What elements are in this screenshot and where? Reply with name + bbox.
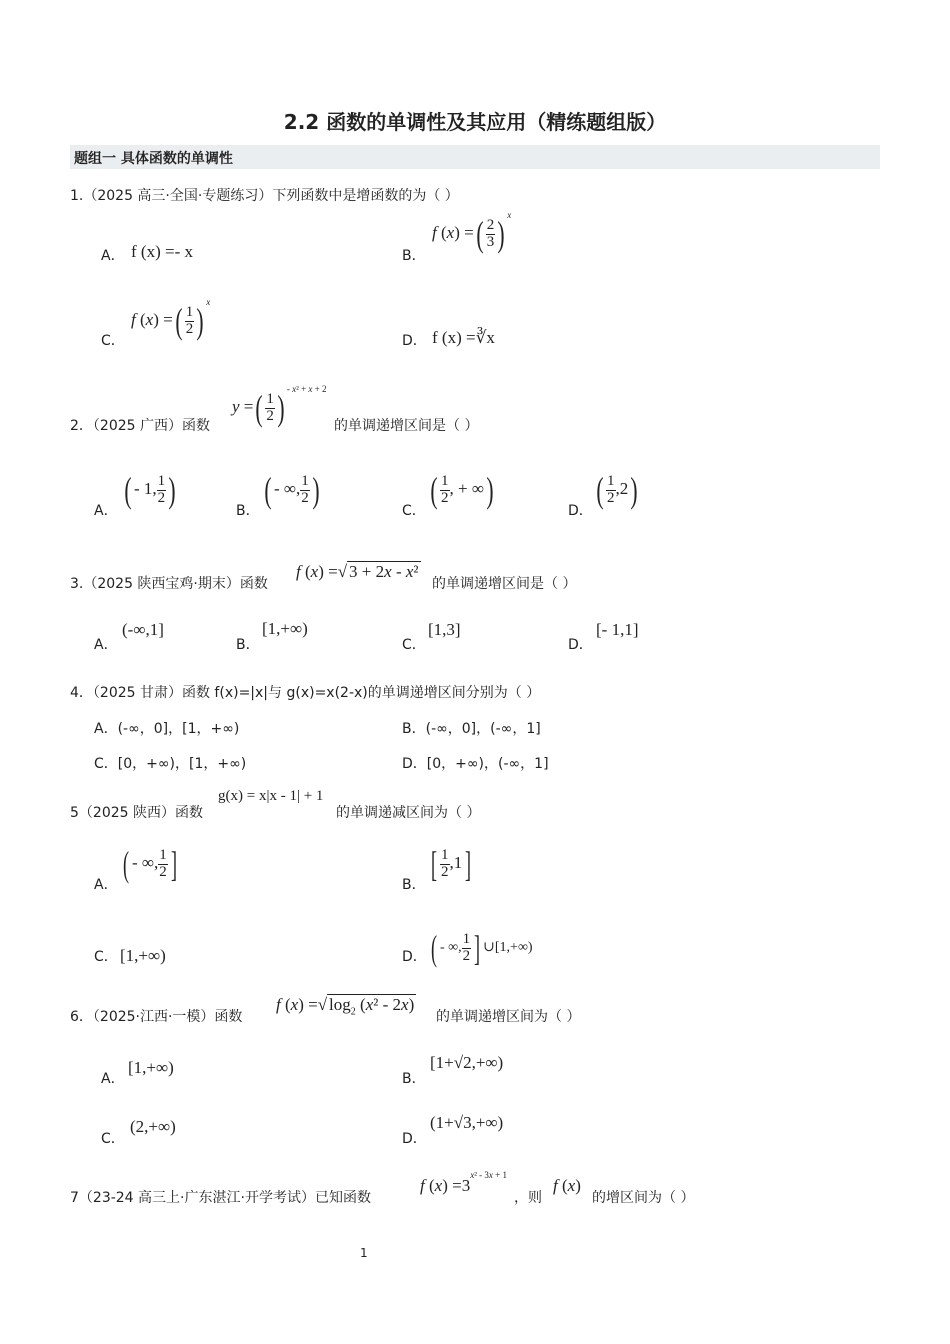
q5-option-a-label: A． [94,877,118,893]
q6-option-a-label: A． [101,1071,125,1087]
q4-option-a: A．(-∞，0]，[1，+∞) [94,721,240,737]
q3-option-b-label: B． [236,637,260,653]
section-title: 题组一 具体函数的单调性 [74,151,233,167]
question-7-suffix: 的增区间为（ ） [592,1190,695,1206]
q2-option-b-label: B． [236,503,260,519]
q1-option-a-label: A． [101,248,125,264]
q4-option-b: B．(-∞，0]，(-∞，1] [402,721,541,737]
question-7-prefix: 7（23-24 高三上·广东湛江·开学考试）已知函数 [70,1190,371,1206]
q1-option-d-expr: f (x) =∛x [432,328,495,347]
q5-option-b-expr: [ $\frac{1}{2}$ ,1] [431,844,472,884]
q5-option-c-label: C． [94,949,118,965]
question-5-prefix: 5（2025 陕西）函数 [70,805,203,821]
q4-option-d: D．[0，+∞)，(-∞，1] [402,756,549,772]
question-1-stem: 1.（2025 高三·全国·专题练习）下列函数中是增函数的为（ ） [70,188,459,204]
q5-option-c-expr: [1,+∞) [120,946,166,965]
q1-option-a-expr: f (x) =- x [131,242,193,261]
question-6-prefix: 6．（2025·江西·一模）函数 [70,1009,243,1025]
q6-function-expr: f (x) =√ $\log_2 (x^2 - 2x)$ [276,995,415,1018]
q6-option-c-expr: (2,+∞) [130,1117,176,1136]
q1-option-d-label: D． [402,333,427,349]
q4-option-c: C．[0，+∞)，[1，+∞) [94,756,247,772]
q3-option-a-label: A． [94,637,118,653]
question-6-suffix: 的单调递增区间为（ ） [436,1009,581,1025]
question-2-prefix: 2．（2025 广西）函数 [70,418,210,434]
q3-option-c-label: C． [402,637,426,653]
question-7-mid: ，则 [514,1190,542,1206]
q2-option-b-expr: ( - ∞, $\frac{1}{2}$ ) [264,470,320,510]
q2-option-c-label: C． [402,503,426,519]
q3-function-expr: f (x) =√ 3 + 2x - x² [296,562,419,581]
question-3-prefix: 3.（2025 陕西宝鸡·期末）函数 [70,576,268,592]
q1-option-c-label: C． [101,333,125,349]
q5-option-d-label: D． [402,949,427,965]
q5-option-a-expr: ( - ∞, $\frac{1}{2}$ ] [123,844,177,884]
q6-option-d-expr: (1+√3,+∞) [430,1113,504,1132]
q5-function-expr: g(x) = x|x - 1| + 1 [218,788,324,804]
question-4-stem: 4．（2025 甘肃）函数 f(x)=|x|与 g(x)=x(2-x)的单调递增区间分别为（ ） [70,685,541,701]
q3-option-b-expr: [1,+∞) [262,619,308,638]
q2-option-d-expr: ( $\frac{1}{2}$ ,2) [596,470,638,510]
q3-option-c-expr: [1,3] [428,620,461,639]
q7-function-ref: f (x) [553,1176,581,1195]
q7-function-expr: f $(x) =3^{x^2 - 3x + 1}$ [420,1170,507,1195]
question-5-suffix: 的单调递减区间为（ ） [336,805,481,821]
page-number: 1 [360,1246,368,1260]
q2-option-d-label: D． [568,503,593,519]
q5-option-d-expr: ( - ∞, $\frac{1}{2}$ ] ∪[1,+∞) [431,928,533,968]
q2-option-c-expr: ( $\frac{1}{2}$ , + ∞) [430,470,494,510]
q1-option-b-label: B． [402,248,426,264]
q2-function-expr: y =( $\frac{1}{2}$ ) $^{- x^2 + x + 2}$ [232,384,327,428]
q6-option-d-label: D． [402,1131,427,1147]
q3-option-a-expr: (-∞,1] [122,620,164,639]
q2-option-a-label: A． [94,503,118,519]
q5-option-b-label: B． [402,877,426,893]
q6-option-b-expr: [1+√2,+∞) [430,1053,504,1072]
question-3-suffix: 的单调递增区间是（ ） [432,576,577,592]
q2-option-a-expr: ( - 1, $\frac{1}{2}$ ) [124,470,176,510]
q6-option-a-expr: [1,+∞) [128,1058,174,1077]
q6-option-c-label: C． [101,1131,125,1147]
q1-option-b-expr: f (x) =( $\frac{2}{3}$ ) $^x$ [432,210,512,254]
q1-option-c-expr: f (x) =( $\frac{1}{2}$ ) $^x$ [131,297,211,341]
page-title: 2.2 函数的单调性及其应用（精练题组版） [283,110,667,134]
q3-option-d-label: D． [568,637,593,653]
q3-option-d-expr: [- 1,1] [596,620,639,639]
q6-option-b-label: B． [402,1071,426,1087]
section-header [70,145,880,169]
question-2-suffix: 的单调递增区间是（ ） [334,418,479,434]
